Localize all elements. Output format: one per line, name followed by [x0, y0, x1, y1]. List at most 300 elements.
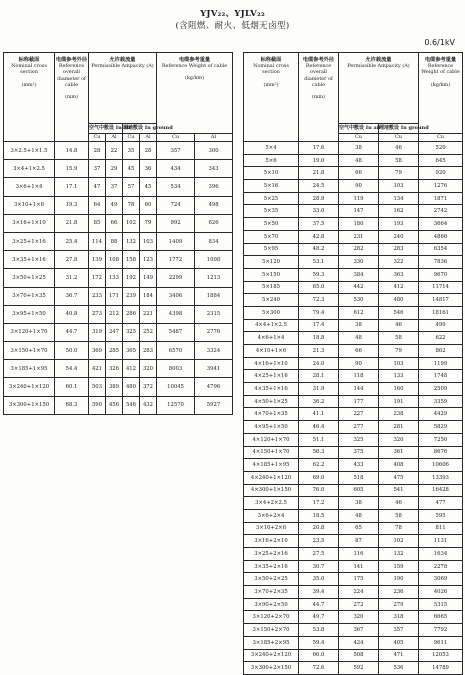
- table-row: [244, 586, 463, 599]
- table-row: [4, 396, 233, 414]
- table-cell: 37.5: [299, 218, 339, 231]
- cell-section: 5×185: [244, 281, 299, 294]
- cell-section: 5×300: [244, 306, 299, 319]
- table-cell: 320: [140, 360, 157, 378]
- right-spec-table: [243, 52, 463, 675]
- table-cell: 7250: [419, 433, 463, 446]
- table-cell: 50.0: [55, 342, 89, 360]
- cell-section: 5×70: [244, 230, 299, 243]
- cell-section: 3×90+2×50: [244, 598, 299, 611]
- table-cell: 286: [123, 305, 140, 323]
- table-cell: 424: [339, 636, 379, 649]
- table-cell: 30.7: [299, 560, 339, 573]
- table-row: [244, 230, 463, 243]
- table-cell: 20.8: [299, 522, 339, 535]
- table-cell: 68.3: [55, 396, 89, 414]
- table-row: [244, 484, 463, 497]
- table-row: [244, 256, 463, 269]
- table-cell: 79.4: [299, 306, 339, 319]
- table-cell: 17.1: [55, 178, 89, 196]
- cell-section: 5×6: [244, 154, 299, 167]
- table-cell: 14.8: [55, 142, 89, 160]
- table-cell: 171: [106, 287, 123, 305]
- table-cell: 72.3: [299, 294, 339, 307]
- table-cell: 58: [379, 332, 419, 345]
- cell-section: 4×50+1×25: [244, 395, 299, 408]
- table-cell: 920: [419, 167, 463, 180]
- table-cell: 283: [379, 243, 419, 256]
- table-cell: 283: [140, 342, 157, 360]
- table-cell: 499: [419, 319, 463, 332]
- cell-section: 4×35+1×16: [244, 383, 299, 396]
- table-cell: 239: [123, 287, 140, 305]
- table-cell: 279: [379, 598, 419, 611]
- table-cell: 118: [339, 370, 379, 383]
- table-cell: 645: [419, 154, 463, 167]
- table-row: [244, 319, 463, 332]
- table-cell: 432: [140, 396, 157, 414]
- table-cell: 1884: [195, 287, 233, 305]
- table-cell: 319: [89, 323, 106, 341]
- table-row: [244, 662, 463, 675]
- table-cell: 622: [419, 332, 463, 345]
- table-cell: 13393: [419, 471, 463, 484]
- cell-section: 3×240+1×120: [4, 378, 55, 396]
- table-row: [244, 446, 463, 459]
- table-cell: 44.7: [55, 323, 89, 341]
- table-cell: 16428: [419, 484, 463, 497]
- header-in-ground: 埋地敷设 In ground: [123, 124, 157, 134]
- cell-section: 3×120+2×70: [244, 611, 299, 624]
- table-cell: 17.2: [299, 497, 339, 510]
- table-cell: 60: [140, 196, 157, 214]
- table-cell: 59.3: [299, 268, 339, 281]
- cell-section: 4×240+1×120: [244, 471, 299, 484]
- table-row: [244, 345, 463, 358]
- table-cell: 363: [379, 268, 419, 281]
- table-cell: 66.0: [299, 649, 339, 662]
- table-cell: 471: [379, 649, 419, 662]
- table-cell: 184: [140, 287, 157, 305]
- table-cell: 17.4: [299, 319, 339, 332]
- table-cell: 498: [195, 196, 233, 214]
- table-cell: 375: [339, 446, 379, 459]
- header-in-air: 空气中敷设 In air: [89, 124, 123, 134]
- table-cell: 35: [123, 142, 140, 160]
- table-row: [4, 378, 233, 396]
- table-row: [244, 611, 463, 624]
- table-cell: 365: [123, 342, 140, 360]
- table-cell: 72.6: [299, 662, 339, 675]
- table-cell: 3359: [419, 395, 463, 408]
- table-row: [244, 535, 463, 548]
- table-cell: 22: [106, 142, 123, 160]
- table-row: [244, 408, 463, 421]
- table-cell: 58: [379, 509, 419, 522]
- table-cell: 172: [89, 269, 106, 287]
- table-cell: 357: [379, 624, 419, 637]
- table-cell: 46: [379, 497, 419, 510]
- table-cell: 361: [379, 446, 419, 459]
- table-cell: 66: [339, 167, 379, 180]
- table-cell: 103: [379, 357, 419, 370]
- table-cell: 421: [89, 360, 106, 378]
- table-cell: 133: [106, 269, 123, 287]
- table-cell: 480: [123, 378, 140, 396]
- table-cell: 25.4: [55, 232, 89, 250]
- cell-section: 4×16+1×10: [244, 357, 299, 370]
- table-cell: 28.9: [299, 192, 339, 205]
- table-cell: 36.2: [299, 395, 339, 408]
- cell-section: 3×16+2×10: [244, 535, 299, 548]
- table-cell: 475: [379, 471, 419, 484]
- table-cell: 4398: [157, 305, 195, 323]
- table-cell: 19.3: [55, 196, 89, 214]
- cell-section: 4×120+1×70: [244, 433, 299, 446]
- table-cell: 282: [339, 243, 379, 256]
- table-cell: 480: [379, 294, 419, 307]
- cell-section: 3×120+1×70: [4, 323, 55, 341]
- table-row: [244, 281, 463, 294]
- table-cell: 149: [140, 269, 157, 287]
- voltage-rating: 0.6/1kV: [424, 38, 455, 47]
- header-weight: 电缆参考重量 Reference Weight of cable (kg/km): [419, 53, 463, 134]
- cell-section: 3×70+2×35: [244, 586, 299, 599]
- table-cell: 48.2: [299, 243, 339, 256]
- cell-section: 3×4+1×2.5: [4, 160, 55, 178]
- table-row: [4, 323, 233, 341]
- table-cell: 281: [379, 421, 419, 434]
- table-cell: 1008: [195, 251, 233, 269]
- table-cell: 367: [339, 624, 379, 637]
- table-cell: 19.0: [299, 154, 339, 167]
- table-cell: 325: [123, 323, 140, 341]
- table-cell: 90: [339, 180, 379, 193]
- table-cell: 11714: [419, 281, 463, 294]
- cell-section: 3×6+2×4: [244, 509, 299, 522]
- table-cell: 177: [339, 395, 379, 408]
- table-row: [244, 548, 463, 561]
- header-ampacity: 允许载流量 Permissible Ampacity (A): [339, 53, 419, 124]
- table-cell: 65: [339, 522, 379, 535]
- table-row: [244, 433, 463, 446]
- table-row: [4, 305, 233, 323]
- table-cell: 46.4: [299, 421, 339, 434]
- table-cell: 103: [140, 232, 157, 250]
- cell-section: 3×16+1×10: [4, 214, 55, 232]
- cell-section: 5×50: [244, 218, 299, 231]
- table-cell: 37: [89, 160, 106, 178]
- cell-section: 3×35+1×16: [4, 251, 55, 269]
- header-cu: Cu: [157, 134, 195, 142]
- table-cell: 434: [157, 160, 195, 178]
- table-cell: 992: [157, 214, 195, 232]
- table-cell: 3941: [195, 360, 233, 378]
- table-cell: 85: [89, 214, 106, 232]
- table-cell: 103: [379, 180, 419, 193]
- table-cell: 300: [195, 142, 233, 160]
- table-cell: 123: [140, 251, 157, 269]
- cell-section: 4×300+1×150: [244, 484, 299, 497]
- cell-section: 3×70+1×35: [4, 287, 55, 305]
- table-cell: 28.1: [299, 370, 339, 383]
- table-row: [244, 294, 463, 307]
- table-cell: 41.1: [299, 408, 339, 421]
- table-cell: 277: [339, 421, 379, 434]
- table-cell: 66: [339, 345, 379, 358]
- table-cell: 6354: [419, 243, 463, 256]
- table-cell: 23.5: [299, 535, 339, 548]
- header-ampacity: 允许载流量 Permissible Ampacity (A): [89, 53, 157, 124]
- table-cell: 33.0: [299, 205, 339, 218]
- table-cell: 9611: [419, 636, 463, 649]
- table-cell: 18161: [419, 306, 463, 319]
- table-cell: 133: [379, 370, 419, 383]
- table-cell: 53.1: [299, 256, 339, 269]
- table-cell: 5927: [195, 396, 233, 414]
- table-row: [4, 342, 233, 360]
- table-cell: 442: [339, 281, 379, 294]
- table-cell: 132: [123, 232, 140, 250]
- table-cell: 546: [123, 396, 140, 414]
- table-cell: 45: [123, 160, 140, 178]
- table-cell: 191: [379, 395, 419, 408]
- table-cell: 520: [419, 142, 463, 155]
- table-cell: 119: [339, 192, 379, 205]
- table-cell: 88: [106, 232, 123, 250]
- table-cell: 518: [339, 471, 379, 484]
- table-cell: 49.7: [299, 611, 339, 624]
- cell-section: 3×300+1×150: [4, 396, 55, 414]
- table-cell: 38: [339, 142, 379, 155]
- table-cell: 116: [339, 548, 379, 561]
- table-cell: 132: [379, 548, 419, 561]
- table-cell: 273: [89, 305, 106, 323]
- table-cell: 477: [419, 497, 463, 510]
- table-cell: 534: [157, 178, 195, 196]
- table-row: [244, 357, 463, 370]
- table-cell: 412: [123, 360, 140, 378]
- table-cell: 64: [89, 196, 106, 214]
- table-cell: 412: [379, 281, 419, 294]
- table-cell: 3406: [157, 287, 195, 305]
- table-cell: 21.3: [299, 345, 339, 358]
- cell-section: 5×10: [244, 167, 299, 180]
- cell-section: 4×95+1×50: [244, 421, 299, 434]
- table-cell: 503: [89, 378, 106, 396]
- table-row: [244, 332, 463, 345]
- table-cell: 58: [379, 154, 419, 167]
- table-cell: 2315: [195, 305, 233, 323]
- table-cell: 160: [379, 383, 419, 396]
- cell-section: 3×50+2×25: [244, 573, 299, 586]
- table-cell: 322: [379, 256, 419, 269]
- table-cell: 48: [339, 509, 379, 522]
- table-cell: 590: [89, 396, 106, 414]
- table-cell: 508: [339, 649, 379, 662]
- cell-section: 4×25+1×16: [244, 370, 299, 383]
- table-cell: 14789: [419, 662, 463, 675]
- left-spec-table: [3, 52, 233, 415]
- table-cell: 35.0: [299, 573, 339, 586]
- table-cell: 612: [339, 306, 379, 319]
- table-cell: 134: [379, 192, 419, 205]
- cell-section: 3×25+1×16: [4, 232, 55, 250]
- cell-section: 4×6+1×4: [244, 332, 299, 345]
- table-cell: 139: [89, 251, 106, 269]
- table-cell: 10606: [419, 459, 463, 472]
- header-cu: Cu: [89, 134, 106, 142]
- table-cell: 2299: [157, 269, 195, 287]
- table-row: [244, 180, 463, 193]
- table-cell: 27.5: [299, 548, 339, 561]
- table-cell: 7792: [419, 624, 463, 637]
- table-cell: 21.8: [299, 167, 339, 180]
- table-cell: 8003: [157, 360, 195, 378]
- table-cell: 144: [339, 383, 379, 396]
- table-cell: 87: [339, 535, 379, 548]
- table-cell: 811: [419, 522, 463, 535]
- cell-section: 3×6+1×4: [4, 178, 55, 196]
- table-row: [244, 154, 463, 167]
- table-cell: 1772: [157, 251, 195, 269]
- table-cell: 3324: [195, 342, 233, 360]
- table-cell: 325: [339, 433, 379, 446]
- table-cell: 60.1: [55, 378, 89, 396]
- table-row: [244, 218, 463, 231]
- table-cell: 2278: [419, 560, 463, 573]
- table-cell: 626: [195, 214, 233, 232]
- table-row: [244, 192, 463, 205]
- table-cell: 252: [140, 323, 157, 341]
- cell-section: 5×120: [244, 256, 299, 269]
- cell-section: 3×150+2×70: [244, 624, 299, 637]
- table-cell: 59.4: [299, 636, 339, 649]
- table-cell: 372: [140, 378, 157, 396]
- table-cell: 48: [339, 332, 379, 345]
- table-row: [244, 598, 463, 611]
- table-cell: 27.8: [55, 251, 89, 269]
- table-cell: 38: [339, 497, 379, 510]
- header-section: 标称截面 Nominal cross section (mm²): [244, 53, 299, 142]
- table-cell: 320: [339, 611, 379, 624]
- cell-section: 3×50+1×25: [4, 269, 55, 287]
- table-cell: 1871: [419, 192, 463, 205]
- table-cell: 541: [379, 484, 419, 497]
- table-cell: 862: [419, 345, 463, 358]
- table-cell: 1213: [195, 269, 233, 287]
- table-row: [244, 205, 463, 218]
- table-cell: 39.4: [299, 586, 339, 599]
- table-cell: 320: [379, 433, 419, 446]
- table-row: [4, 160, 233, 178]
- header-diameter: 电缆参考外径 Reference overall diameter of cable (mm): [299, 53, 339, 142]
- cell-section: 5×150: [244, 268, 299, 281]
- table-row: [244, 167, 463, 180]
- table-cell: 4026: [419, 586, 463, 599]
- table-cell: 46: [379, 319, 419, 332]
- table-cell: 162: [379, 205, 419, 218]
- header-cu: Cu: [123, 134, 140, 142]
- table-cell: 4796: [195, 378, 233, 396]
- table-cell: 369: [89, 342, 106, 360]
- cell-section: 3×185+1×95: [4, 360, 55, 378]
- table-cell: 28: [140, 142, 157, 160]
- table-cell: 141: [339, 560, 379, 573]
- table-cell: 384: [339, 268, 379, 281]
- right-table-body: [244, 142, 463, 675]
- table-cell: 108: [106, 251, 123, 269]
- table-cell: 12053: [419, 649, 463, 662]
- table-cell: 5487: [157, 323, 195, 341]
- table-row: [244, 471, 463, 484]
- table-row: [244, 636, 463, 649]
- table-cell: 180: [339, 218, 379, 231]
- table-cell: 1634: [419, 548, 463, 561]
- table-cell: 272: [339, 598, 379, 611]
- table-cell: 159: [379, 560, 419, 573]
- table-cell: 44.7: [299, 598, 339, 611]
- cell-section: 3×10+2×6: [244, 522, 299, 535]
- table-cell: 605: [339, 484, 379, 497]
- table-cell: 51.1: [299, 433, 339, 446]
- table-cell: 240: [379, 230, 419, 243]
- table-cell: 10045: [157, 378, 195, 396]
- table-cell: 65.0: [299, 281, 339, 294]
- table-cell: 9670: [419, 268, 463, 281]
- table-cell: 37: [106, 178, 123, 196]
- cell-section: 4×185+1×95: [244, 459, 299, 472]
- table-row: [4, 178, 233, 196]
- table-cell: 46: [379, 142, 419, 155]
- table-cell: 192: [123, 269, 140, 287]
- page-title: YJV₂₂、YJLV₂₂: [200, 9, 265, 19]
- table-cell: 5315: [419, 598, 463, 611]
- table-cell: 175: [339, 573, 379, 586]
- table-cell: 4866: [419, 230, 463, 243]
- table-row: [244, 497, 463, 510]
- table-row: [4, 269, 233, 287]
- table-cell: 114: [89, 232, 106, 250]
- table-row: [244, 649, 463, 662]
- cell-section: 5×35: [244, 205, 299, 218]
- cell-section: 3×25+2×16: [244, 548, 299, 561]
- table-cell: 456: [106, 396, 123, 414]
- table-cell: 21.8: [55, 214, 89, 232]
- table-cell: 5829: [419, 421, 463, 434]
- table-cell: 45: [140, 178, 157, 196]
- table-cell: 405: [379, 636, 419, 649]
- cell-section: 3×2.5+1×1.5: [4, 142, 55, 160]
- table-cell: 4429: [419, 408, 463, 421]
- table-row: [244, 268, 463, 281]
- table-row: [244, 421, 463, 434]
- table-cell: 31.9: [299, 383, 339, 396]
- table-cell: 231: [339, 230, 379, 243]
- table-cell: 18.8: [299, 332, 339, 345]
- table-cell: 212: [106, 305, 123, 323]
- table-cell: 31.2: [55, 269, 89, 287]
- table-cell: 102: [379, 535, 419, 548]
- table-cell: 76.0: [299, 484, 339, 497]
- table-row: [244, 370, 463, 383]
- table-cell: 595: [419, 509, 463, 522]
- table-cell: 2742: [419, 205, 463, 218]
- table-cell: 236: [379, 586, 419, 599]
- cell-section: 3×185+2×95: [244, 636, 299, 649]
- table-cell: 6570: [157, 342, 195, 360]
- header-cu: Cu: [339, 134, 379, 142]
